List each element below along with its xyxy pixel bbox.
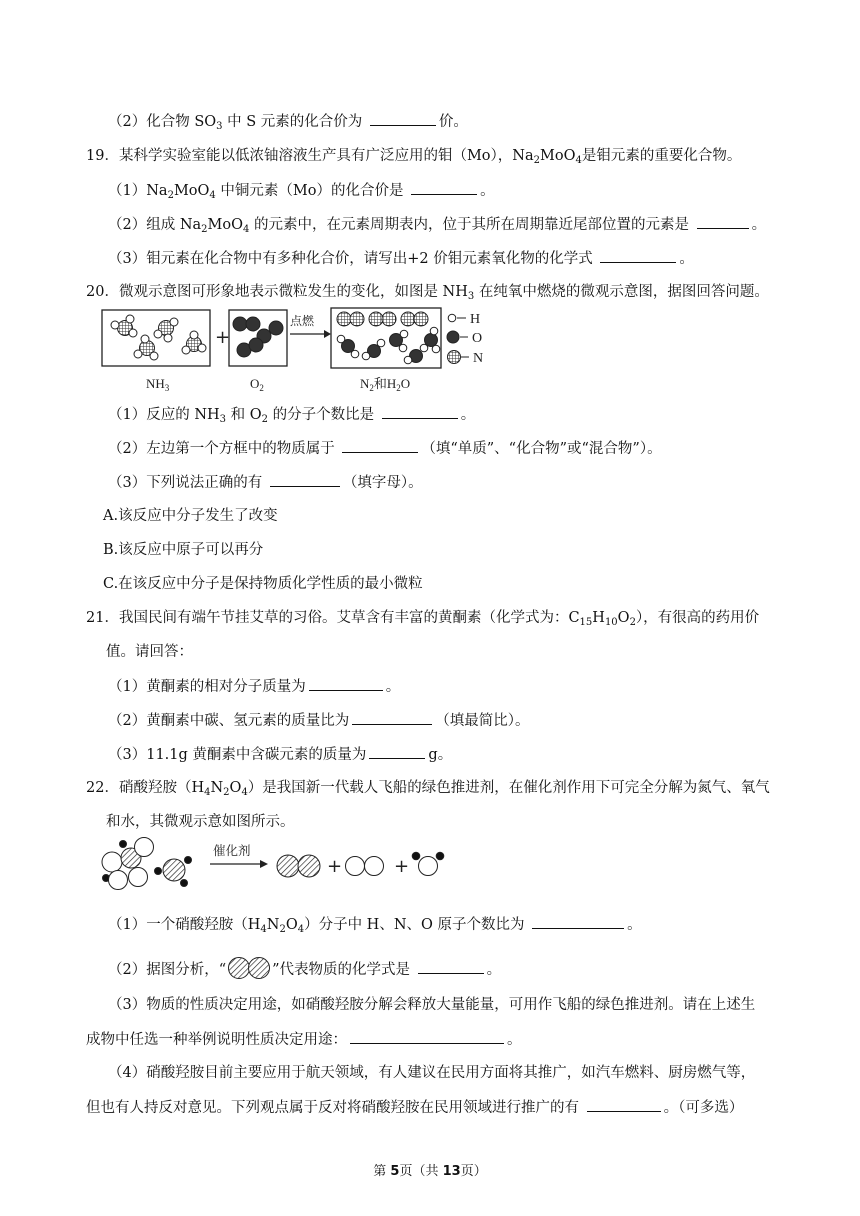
n2-molecules [337,312,428,326]
answer-blank[interactable] [352,710,432,725]
arrow-icon [260,860,268,868]
o2-molecules [233,317,283,357]
q19-stem: 19．某科学实验室能以低浓铀溶液生产具有广泛应用的钼（Mo），$Na_2MoO_4$是钼元素的重要化合物。 [86,148,742,166]
q20-sub2: （2）左边第一个方框中的物质属于 （填“单质”、“化合物”或“混合物”）。 [108,438,662,459]
legend-h: H [470,312,481,327]
page-number: 5 [390,1164,400,1179]
h2o-molecules [337,327,440,364]
answer-blank[interactable] [532,914,624,929]
nh3-molecule [182,331,206,354]
hatched-double-circle-icon [226,956,272,980]
o2-molecule [346,857,384,876]
q21-sub2: （2）黄酮素中碳、氢元素的质量比为 （填最简比）。 [108,710,529,731]
answer-blank[interactable] [382,404,458,419]
q18-sub2: （2）化合物 $SO_3$ 中 S 元素的化合价为 价。 [108,111,468,132]
answer-blank[interactable] [350,1029,504,1044]
q19-sub1: $(1)Na_2MoO_4$ 中铜元素（Mo）的化合价是 。 [108,180,495,201]
q22-sub2: （2）据图分析，“ ”代表物质的化学式是 。 [108,956,501,980]
page-total: 13 [442,1164,461,1179]
q22-sub4-line1: （4）硝酸羟胺目前主要应用于航天领域，有人建议在民用方面将其推广，如汽车燃料、厨房燃气等， [108,1065,756,1081]
q22-stem-continued: 和水，其微观示意如图所示。 [106,814,295,830]
answer-blank[interactable] [697,214,749,229]
answer-blank[interactable] [411,180,477,195]
hydroxylamine-nitrate-decomposition-diagram [98,836,458,896]
answer-blank[interactable] [342,438,418,453]
page-footer: 第 5页（共 13页） [373,1164,487,1179]
answer-blank[interactable] [370,111,436,126]
answer-blank[interactable] [600,248,676,263]
q22-sub1: （1）一个硝酸羟胺$(H_4N_2O_4)$分子中 H、N、O 原子个数比为 。 [108,914,642,935]
legend-n: N [473,351,484,366]
q19-sub2: （2）组成 $Na_2MoO_4$ 的元素中，在元素周期表内，位于其所在周期靠近尾部位置的元素是 。 [108,214,766,235]
legend [447,314,469,363]
q22-sub3-line1: （3）物质的性质决定用途，如硝酸羟胺分解会释放大量能量，可用作飞船的绿色推进剂。请在上述生 [108,997,756,1013]
plus-sign: + [327,856,343,877]
q21-sub3: （3）11.1g 黄酮素中含碳元素的质量为 g。 [108,744,452,765]
q21-stem-continued: 值。请回答： [106,644,193,660]
arrow-icon [324,330,331,338]
q20-option-b: B.该反应中原子可以再分 [103,542,264,558]
label-o2: $O_2$ [250,376,264,393]
arrow-label: 点燃 [290,314,315,328]
hydroxylamine-nitrate-molecule [102,838,192,890]
answer-blank[interactable] [418,959,484,974]
plus-sign: + [394,856,410,877]
answer-blank[interactable] [587,1097,661,1112]
q22-stem: 22．硝酸羟胺$(H_4N_2O_4)$是我国新一代载人飞船的绿色推进剂，在催化剂作用下可完全分解为氮气、氧气 [86,780,770,798]
q22-sub3-line2: 成物中任选一种举例说明性质决定用途： 。 [86,1029,522,1050]
q21-sub1: （1）黄酮素的相对分子质量为 。 [108,676,400,697]
answer-blank[interactable] [369,744,425,759]
q20-stem: 20．微观示意图可形象地表示微粒发生的变化，如图是 $NH_3$ 在纯氧中燃烧的微观示意图，据图回答问题。 [86,284,769,302]
n2-molecule [277,855,320,877]
nh3-molecule [134,335,158,360]
legend-o: O [472,331,483,346]
label-products: $N_2$和$H_2O$ [360,376,411,393]
q22-sub4-line2: 但也有人持反对意见。下列观点属于反对将硝酸羟胺在民用领域进行推广的有 。（可多选） [86,1097,743,1118]
q21-stem: 21．我国民间有端午节挂艾草的习俗。艾草含有丰富的黄酮素（化学式为：$C_{15}H_{10}O_2$），有很高的药用价 [86,610,760,628]
answer-blank[interactable] [309,676,383,691]
nh3-combustion-diagram [98,304,518,396]
q20-option-a: A.该反应中分子发生了改变 [103,508,278,524]
h2o-molecule [412,852,444,875]
q19-sub3: （3）钼元素在化合物中有多种化合价，请写出+2 价钼元素氧化物的化学式 。 [108,248,694,269]
q20-option-c: C.在该反应中分子是保持物质化学性质的最小微粒 [103,576,423,592]
nh3-molecule [154,318,178,342]
answer-blank[interactable] [270,472,340,487]
catalyst-label: 催化剂 [213,843,251,858]
q20-sub3: （3）下列说法正确的有 （填字母）。 [108,472,423,493]
plus-sign: + [215,327,231,348]
q20-sub1: （1）反应的 $NH_3$ 和 $O_2$ 的分子个数比是 。 [108,404,475,425]
nh3-molecule [111,315,137,337]
label-nh3: $NH_3$ [146,376,170,393]
